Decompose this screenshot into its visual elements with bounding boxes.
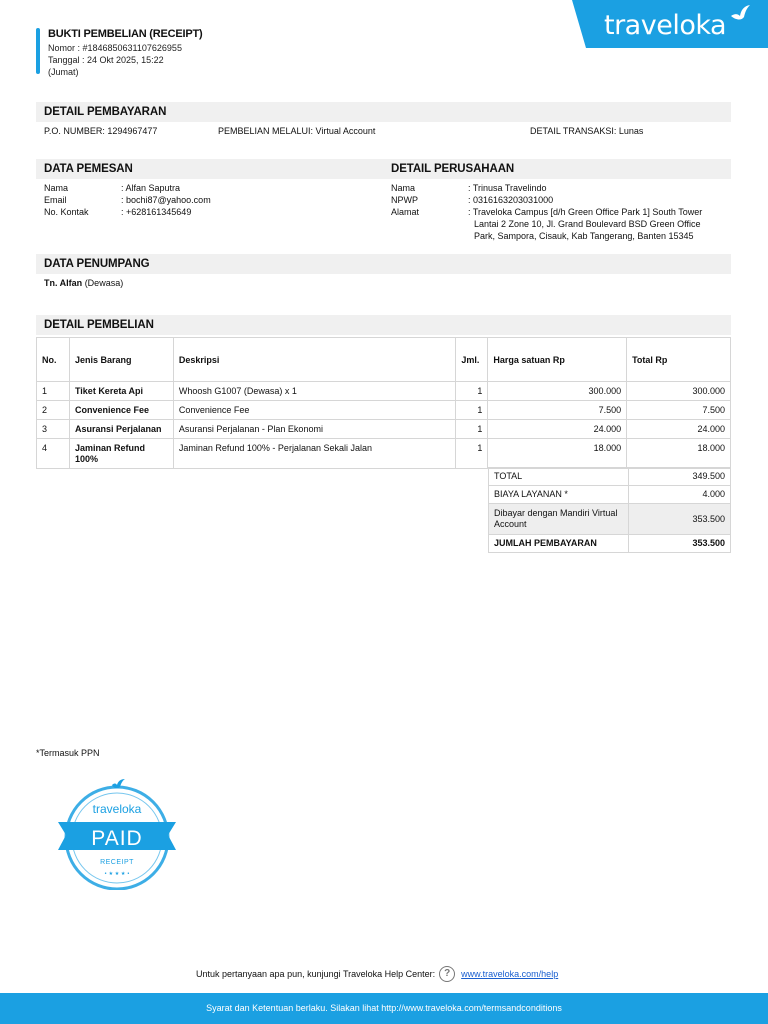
purchase-table	[36, 337, 731, 469]
stamp-brand: traveloka	[92, 802, 142, 816]
summary-value: 349.500	[629, 468, 731, 486]
item-total: 18.000	[627, 439, 731, 469]
item-quantity: 1	[456, 439, 488, 469]
item-description: Whoosh G1007 (Dewasa) x 1	[173, 382, 455, 401]
receipt-date: Tanggal : 24 Okt 2025, 15:22	[48, 55, 164, 65]
column-header: Harga satuan Rp	[488, 338, 627, 382]
stamp-status: PAID	[91, 827, 143, 850]
column-header: Jml.	[456, 338, 488, 382]
company-name: : Trinusa Travelindo	[468, 183, 547, 193]
item-type: Jaminan Refund 100%	[69, 439, 173, 469]
item-quantity: 1	[456, 401, 488, 420]
table-row	[37, 439, 731, 469]
paid-stamp	[54, 778, 184, 890]
summary-row	[489, 468, 731, 486]
item-type: Tiket Kereta Api	[69, 382, 173, 401]
receipt-number: Nomor : #1846850631107626955	[48, 43, 182, 53]
table-row	[37, 401, 731, 420]
item-description: Jaminan Refund 100% - Perjalanan Sekali Jalan	[173, 439, 455, 469]
table-row	[37, 420, 731, 439]
item-type: Convenience Fee	[69, 401, 173, 420]
customer-email-label: Email	[44, 195, 67, 205]
passenger-type: (Dewasa)	[84, 278, 124, 288]
tax-note: *Termasuk PPN	[36, 748, 100, 758]
summary-table	[488, 467, 731, 553]
item-unit-price: 300.000	[488, 382, 627, 401]
payment-heading: DETAIL PEMBAYARAN	[36, 102, 731, 122]
customer-phone-label: No. Kontak	[44, 207, 89, 217]
po-number: P.O. NUMBER: 1294967477	[44, 126, 158, 136]
passenger-info	[44, 277, 123, 289]
receipt-day: (Jumat)	[48, 67, 79, 77]
summary-row	[489, 504, 731, 535]
table-row	[37, 382, 731, 401]
grand-total-label: JUMLAH PEMBAYARAN	[489, 535, 629, 553]
stamp-label: RECEIPT	[100, 859, 134, 866]
receipt-title: BUKTI PEMBELIAN (RECEIPT)	[48, 28, 203, 40]
purchase-heading: DETAIL PEMBELIAN	[36, 315, 731, 335]
item-total: 7.500	[627, 401, 731, 420]
column-header: Total Rp	[627, 338, 731, 382]
brand-logo: traveloka	[604, 10, 727, 41]
item-quantity: 1	[456, 420, 488, 439]
item-unit-price: 24.000	[488, 420, 627, 439]
company-address-label: Alamat	[391, 207, 420, 217]
payment-method: PEMBELIAN MELALUI: Virtual Account	[218, 126, 376, 136]
item-type: Asuransi Perjalanan	[69, 420, 173, 439]
summary-row	[489, 486, 731, 504]
item-total: 24.000	[627, 420, 731, 439]
terms-footer: Syarat dan Ketentuan berlaku. Silakan lihat http://www.traveloka.com/termsandconditions	[0, 993, 768, 1024]
company-address-line-2: Lantai 2 Zone 10, Jl. Grand Boulevard BSD Green Office	[474, 219, 701, 229]
help-text: Untuk pertanyaan apa pun, kunjungi Traveloka Help Center:	[196, 969, 436, 979]
grand-total-value: 353.500	[629, 535, 731, 553]
company-npwp-label: NPWP	[391, 195, 418, 205]
receipt-header	[48, 28, 203, 78]
summary-label: BIAYA LAYANAN *	[489, 486, 629, 504]
row-number: 2	[37, 401, 70, 420]
company-npwp: : 0316163203031000	[468, 195, 554, 205]
item-total: 300.000	[627, 382, 731, 401]
stamp-stars-icon: • ★ ★ ★ •	[104, 871, 130, 877]
summary-label: Dibayar dengan Mandiri Virtual Account	[489, 504, 629, 535]
question-icon: ?	[439, 966, 455, 982]
company-address-line-3: Park, Sampora, Cisauk, Kab Tangerang, Banten 15345	[474, 231, 694, 241]
customer-name: : Alfan Saputra	[121, 183, 181, 193]
row-number: 4	[37, 439, 70, 469]
passenger-name: Tn. Alfan	[44, 278, 83, 288]
item-description: Asuransi Perjalanan - Plan Ekonomi	[173, 420, 455, 439]
company-address-line-1: : Traveloka Campus [d/h Green Office Park 1] South Tower	[468, 207, 703, 217]
customer-heading: DATA PEMESAN	[36, 159, 383, 179]
item-unit-price: 18.000	[488, 439, 627, 469]
summary-row	[489, 535, 731, 553]
help-link[interactable]: www.traveloka.com/help	[461, 969, 559, 979]
table-header-row	[37, 338, 731, 382]
item-description: Convenience Fee	[173, 401, 455, 420]
row-number: 1	[37, 382, 70, 401]
transaction-status: DETAIL TRANSAKSI: Lunas	[530, 126, 644, 136]
company-name-label: Nama	[391, 183, 416, 193]
column-header: Deskripsi	[173, 338, 455, 382]
summary-label: TOTAL	[489, 468, 629, 486]
row-number: 3	[37, 420, 70, 439]
help-center-line	[196, 966, 558, 982]
item-unit-price: 7.500	[488, 401, 627, 420]
summary-value: 4.000	[629, 486, 731, 504]
bird-logo-icon	[729, 4, 751, 24]
customer-name-label: Nama	[44, 183, 69, 193]
customer-phone: : +628161345649	[121, 207, 192, 217]
customer-email: : bochi87@yahoo.com	[121, 195, 211, 205]
passenger-heading: DATA PENUMPANG	[36, 254, 731, 274]
column-header: Jenis Barang	[69, 338, 173, 382]
header-accent-bar	[36, 28, 40, 74]
column-header: No.	[37, 338, 70, 382]
summary-value: 353.500	[629, 504, 731, 535]
item-quantity: 1	[456, 382, 488, 401]
company-heading: DETAIL PERUSAHAAN	[383, 159, 731, 179]
